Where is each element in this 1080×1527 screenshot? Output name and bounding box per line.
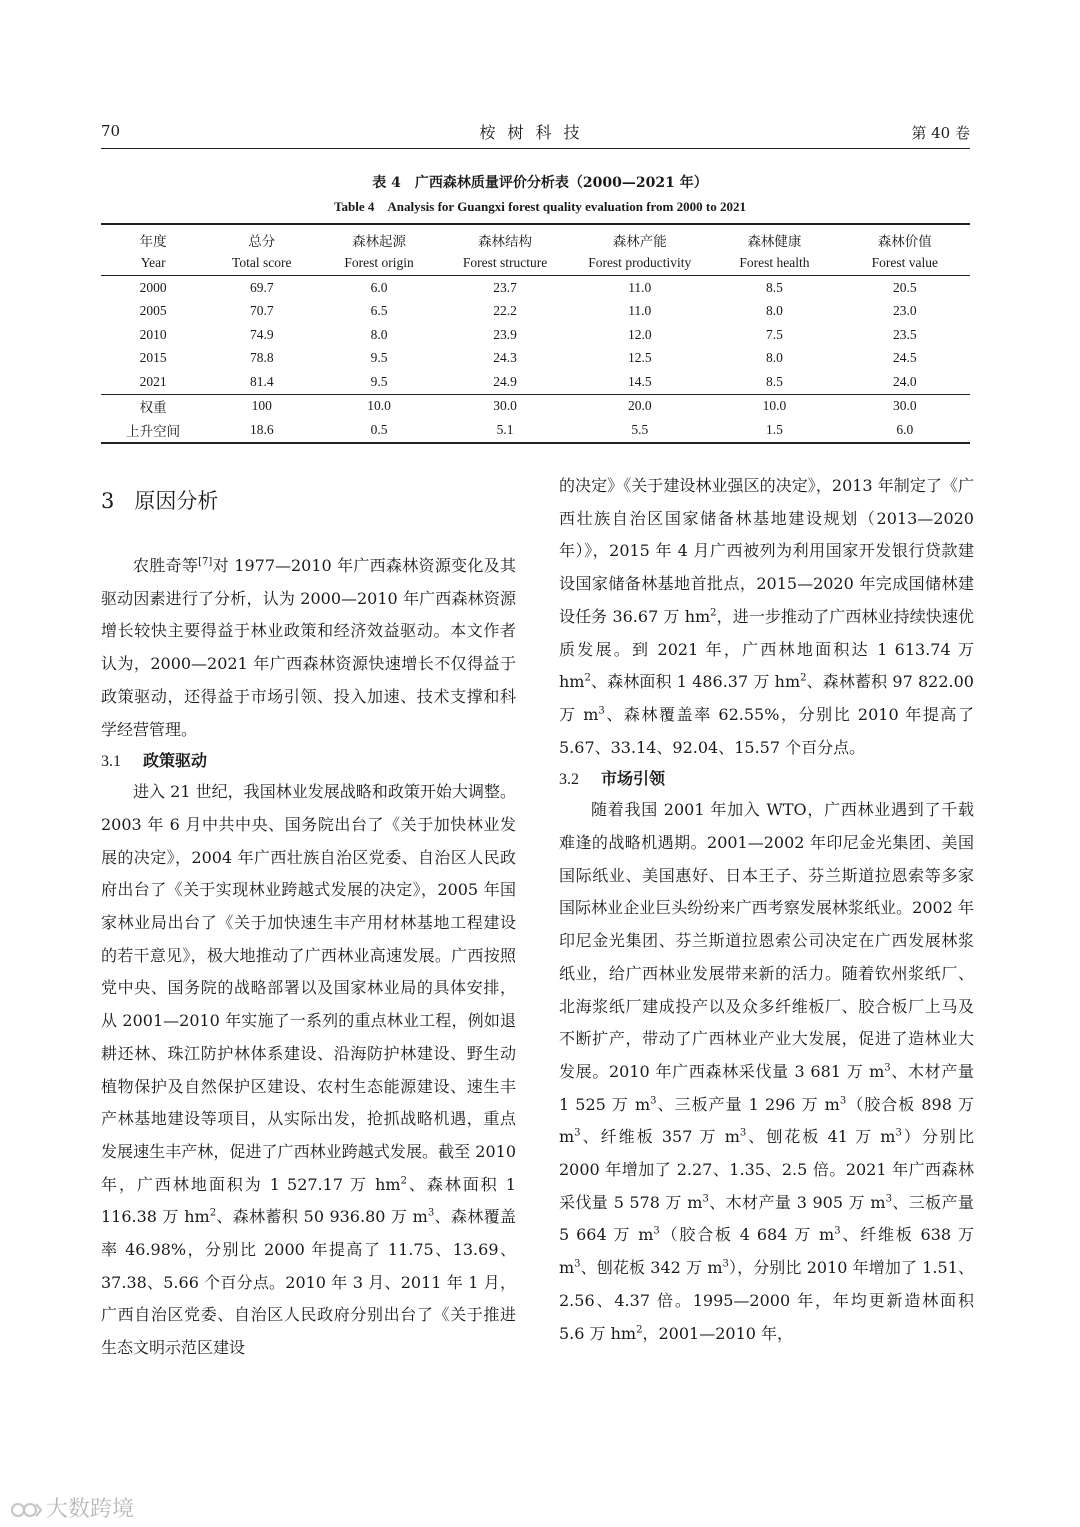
col-header: Total score bbox=[205, 252, 318, 276]
table-cell: 22.2 bbox=[493, 303, 517, 319]
table-cell: 23.0 bbox=[892, 303, 917, 319]
citation-ref[interactable]: [7] bbox=[198, 556, 213, 568]
table-cell: 9.5 bbox=[318, 370, 440, 394]
left-column bbox=[101, 470, 516, 1365]
table-row-room bbox=[101, 418, 970, 443]
table-caption-cn: 表 4 广西森林质量评价分析表（2000—2021 年） bbox=[372, 175, 708, 191]
col-header: Forest health bbox=[709, 252, 839, 276]
table-cell: 23.7 bbox=[493, 279, 517, 295]
subsection-number: 3.1 bbox=[101, 753, 121, 771]
table-cell: 24.3 bbox=[493, 350, 517, 366]
table-cell: 100 bbox=[251, 398, 272, 414]
table-cell: 7.5 bbox=[766, 326, 783, 342]
subsection-number: 3.2 bbox=[559, 771, 579, 789]
table-cell: 20.0 bbox=[627, 398, 652, 414]
table-row bbox=[101, 323, 970, 347]
logo-icon bbox=[10, 1500, 42, 1520]
subsection-heading bbox=[101, 746, 516, 776]
col-header: 总分 bbox=[205, 224, 318, 252]
table-cell: 6.0 bbox=[370, 279, 388, 295]
table-row bbox=[101, 300, 970, 324]
table-row bbox=[101, 347, 970, 371]
table-cell: 10.0 bbox=[762, 398, 787, 414]
table-cell: 18.6 bbox=[205, 418, 318, 443]
table-cell: 30.0 bbox=[892, 398, 917, 414]
table-cell: 23.5 bbox=[892, 326, 917, 342]
table-cell: 权重 bbox=[139, 400, 167, 416]
table-cell: 0.5 bbox=[318, 418, 440, 443]
page-number: 70 bbox=[101, 122, 121, 140]
table-cell: 6.0 bbox=[840, 418, 970, 443]
table-cell: 8.5 bbox=[709, 370, 839, 394]
table-cell: 2015 bbox=[139, 350, 167, 366]
forest-quality-table bbox=[101, 223, 970, 444]
table-cell: 8.5 bbox=[766, 279, 783, 295]
col-header: Year bbox=[101, 252, 205, 276]
table-cell: 2021 bbox=[101, 370, 205, 394]
table-row bbox=[101, 370, 970, 394]
table-cell: 2000 bbox=[139, 279, 167, 295]
paragraph: 农胜奇等[7]对 1977—2010 年广西森林资源变化及其驱动因素进行了分析，认为 2000—2010 年广西森林资源增长较快主要得益于林业政策和经济效益驱动。本文作者认为，2000—2021 年广西森林资源快速增长不仅得益于政策驱动，还得益于市场引领、投入加速、技术支撑和科学经营管理。 bbox=[101, 556, 516, 739]
col-header: 森林起源 bbox=[318, 224, 440, 252]
header-row-en bbox=[101, 252, 970, 276]
subsection-title: 政策驱动 bbox=[143, 751, 208, 771]
header-row-cn bbox=[101, 224, 970, 252]
table-cell: 14.5 bbox=[570, 370, 709, 394]
paragraph: 进入 21 世纪，我国林业发展战略和政策开始大调整。2003 年 6 月中共中央、国务院出台了《关于加快林业发展的决定》，2004 年广西壮族自治区党委、自治区人民政府出台了《关于实现林业跨越式发展的决定》，2005 年国家林业局出台了《关于加快速生丰产用材林基地工程建设的若干意见》，极大地推动了广西林业高速发展。广西按照党中央、国务院的战略部署以及国家林业局的具体安排，从 2001—2010 年实施了一系列的重点林业工程，例如退耕还林、珠江防护林体系建设、沿海防护林建设、野生动植物保护及自然保护区建设、农村生态能源建设、速生丰产林基地建设等项目，从实际出发，抢抓战略机遇，重点发展速生丰产林，促进了广西林业跨越式发展。截至 2010 年，广西林地面积为 1 527.17 万 $hm^2$、森林面积 1 116.38 万 $hm^2$、森林蓄积 50 936.80 万 $m^3$、森林覆盖率 46.98%，分别比 2000 年提高了 11.75、13.69、37.38、5.66 个百分点。2010 年 3 月、2011 年 1 月，广西自治区党委、自治区人民政府分别出台了《关于推进生态文明示范区建设 bbox=[101, 782, 516, 1358]
table-cell: 9.5 bbox=[370, 350, 388, 366]
table-cell: 6.5 bbox=[370, 303, 388, 319]
table-cell: 81.4 bbox=[205, 370, 318, 394]
table-cell: 5.5 bbox=[570, 418, 709, 443]
watermark bbox=[10, 1492, 134, 1523]
col-header: 森林健康 bbox=[709, 224, 839, 252]
table-row bbox=[101, 276, 970, 300]
paragraph: 的决定》《关于建设林业强区的决定》，2013 年制定了《广西壮族自治区国家储备林基地建设规划（2013—2020 年）》，2015 年 4 月广西被列为利用国家开发银行贷款建设国家储备林基地首批点，2015—2020 年完成国储林建设任务 36.67 万 $hm^2$，进一步推动了广西林业持续快速优质发展。到 2021 年，广西林地面积达 1 613.74 万 $hm^2$、森林面积 1 486.37 万 $hm^2$、森林蓄积 97 822.00 万 $m^3$、森林覆盖率 62.55%，分别比 2010 年提高了 5.67、33.14、92.04、15.57 个百分点。 bbox=[559, 476, 974, 757]
paragraph: 随着我国 2001 年加入 WTO，广西林业遇到了千载难逢的战略机遇期。2001—2002 年印尼金光集团、美国国际纸业、美国惠好、日本王子、芬兰斯道拉恩索等多家国际林业企业巨头纷纷来广西考察发展林浆纸业。2002 年印尼金光集团、芬兰斯道拉恩索公司决定在广西发展林浆纸业，给广西林业发展带来新的活力。随着钦州浆纸厂、北海浆纸厂建成投产以及众多纤维板厂、胶合板厂上马及不断扩产，带动了广西林业产业大发展，促进了造林业大发展。2010 年广西森林采伐量 3 681 万 $m^3$、木材产量 1 525 万 $m^3$、三板产量 1 296 万 $m^3$（胶合板 898 万 $m^3$、纤维板 357 万 $m^3$、刨花板 41 万 $m^3$）分别比 2000 年增加了 2.27、1.35、2.5 倍。2021 年广西森林采伐量 5 578 万 $m^3$、木材产量 3 905 万 $m^3$、三板产量 5 664 万 $m^3$（胶合板 4 684 万 $m^3$、纤维板 638 万 $m^3$、刨花板 342 万 $m^3$），分别比 2010 年增加了 1.51、2.56、4.37 倍。1995—2000 年，年均更新造林面积 5.6 万 $hm^2$，2001—2010 年， bbox=[559, 800, 974, 1343]
table-cell: 23.9 bbox=[493, 326, 517, 342]
table-cell: 8.0 bbox=[766, 350, 783, 366]
section-heading bbox=[101, 484, 516, 518]
col-header: Forest value bbox=[840, 252, 970, 276]
table-cell: 24.9 bbox=[440, 370, 570, 394]
table-cell: 30.0 bbox=[493, 398, 517, 414]
subsection-heading bbox=[559, 764, 974, 794]
table-cell: 8.0 bbox=[766, 303, 783, 319]
table-cell: 12.0 bbox=[627, 326, 652, 342]
journal-title: 桉树科技 bbox=[479, 123, 592, 142]
right-column bbox=[559, 470, 974, 1350]
table-cell: 11.0 bbox=[628, 279, 652, 295]
subsection-title: 市场引领 bbox=[601, 769, 666, 789]
table-row-weight bbox=[101, 394, 970, 418]
table-cell: 24.0 bbox=[840, 370, 970, 394]
table-cell: 8.0 bbox=[370, 326, 388, 342]
running-header bbox=[101, 120, 970, 149]
section-number: 3 bbox=[101, 489, 115, 513]
col-header: 森林产能 bbox=[570, 224, 709, 252]
table-cell: 2005 bbox=[139, 303, 167, 319]
table-cell: 70.7 bbox=[249, 303, 274, 319]
table-cell: 1.5 bbox=[709, 418, 839, 443]
volume-label: 第 40 卷 bbox=[911, 124, 970, 142]
table-cell: 12.5 bbox=[627, 350, 652, 366]
col-header: Forest structure bbox=[440, 252, 570, 276]
col-header: 年度 bbox=[101, 224, 205, 252]
col-header: 森林价值 bbox=[840, 224, 970, 252]
col-header: 森林结构 bbox=[440, 224, 570, 252]
table-cell: 10.0 bbox=[367, 398, 391, 414]
col-header: Forest origin bbox=[318, 252, 440, 276]
section-title: 原因分析 bbox=[134, 489, 219, 513]
col-header: Forest productivity bbox=[570, 252, 709, 276]
table-cell: 2010 bbox=[139, 326, 167, 342]
table-cell: 69.7 bbox=[249, 279, 274, 295]
table-cell: 78.8 bbox=[249, 350, 274, 366]
table-cell: 24.5 bbox=[892, 350, 917, 366]
table-cell: 上升空间 bbox=[101, 418, 205, 443]
watermark-text: 大数跨境 bbox=[46, 1497, 135, 1522]
table-cell: 74.9 bbox=[249, 326, 274, 342]
table-caption-en: Table 4 Analysis for Guangxi forest quality evaluation from 2000 to 2021 bbox=[334, 199, 746, 214]
table-cell: 11.0 bbox=[628, 303, 652, 319]
table-cell: 5.1 bbox=[440, 418, 570, 443]
table-cell: 20.5 bbox=[892, 279, 917, 295]
